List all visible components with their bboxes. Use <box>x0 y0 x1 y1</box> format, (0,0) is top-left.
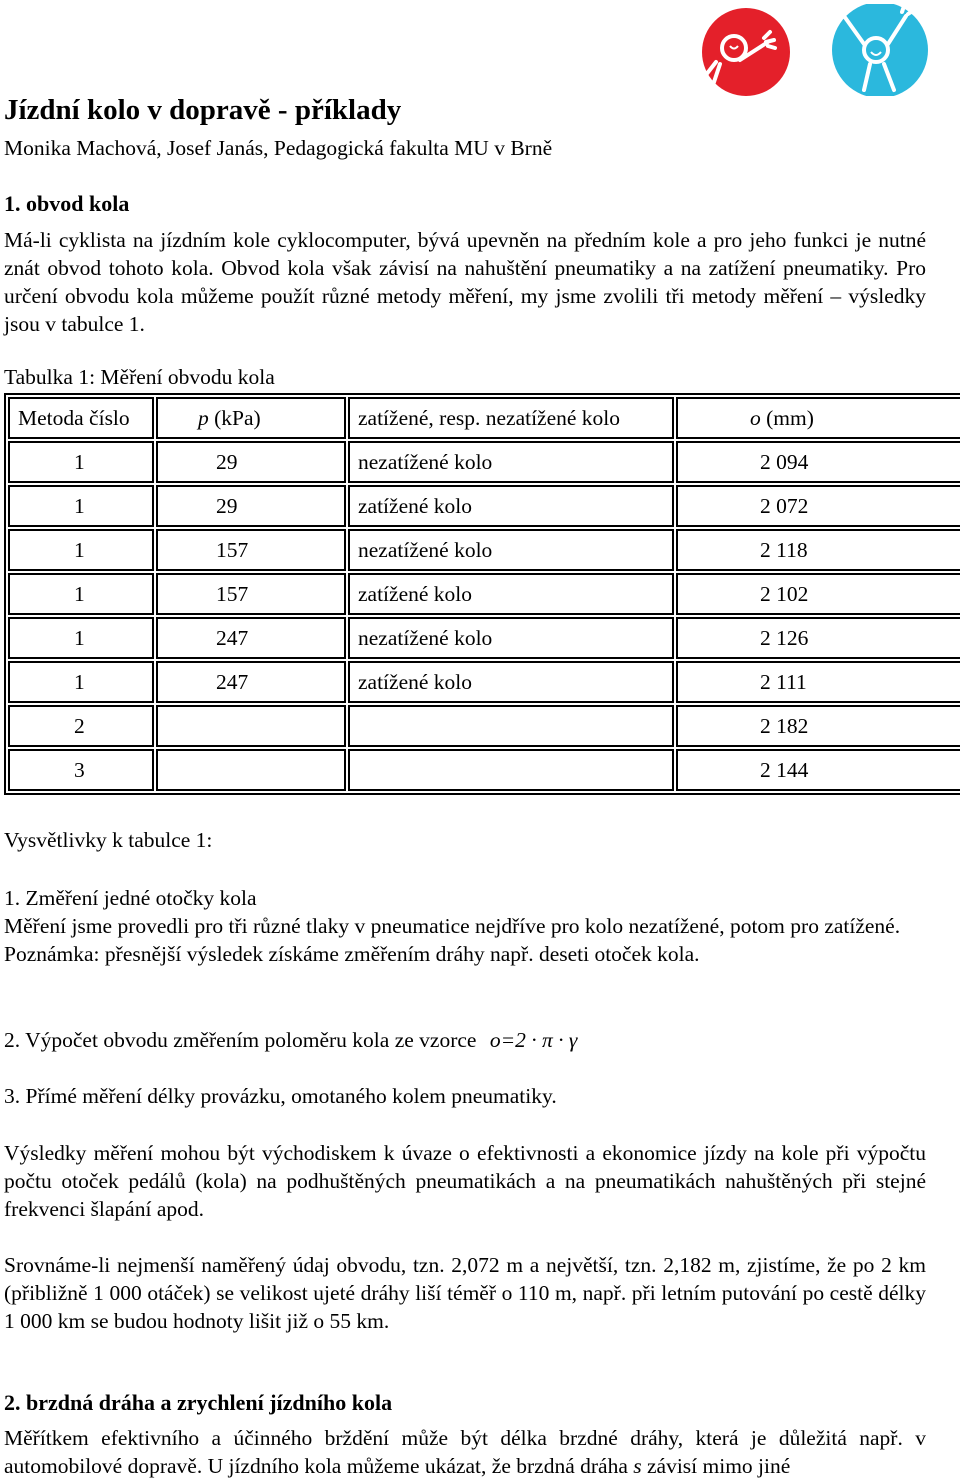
cell-load: nezatížené kolo <box>348 441 674 483</box>
section2-text-before: Měřítkem efektivního a účinného brždění může být délka brzdné dráhy, která je důležitá např. v automobilové dopravě. U jízdního kola můžeme ukázat, že brzdná dráha <box>4 1426 926 1478</box>
cell-load: zatížené kolo <box>348 661 674 703</box>
cell-load <box>348 705 674 747</box>
section1-intro: Má-li cyklista na jízdním kole cyklocomputer, bývá upevněn na předním kole a pro jeho funkci je nutné znát obvod tohoto kola. Obvod kola však závisí na nahuštění pneumatiky a na zatížení pneumatiky. Pro určení obvodu kola můžeme použít různé metody měření, my jsme zvolili tři metody měření – výsledky jsou v tabulce 1. <box>4 228 926 336</box>
logo-cyan-figure <box>832 4 928 96</box>
cell-circumference: 2 072 <box>676 485 960 527</box>
cell-pressure: 29 <box>156 485 346 527</box>
cell-pressure: 29 <box>156 441 346 483</box>
table-row <box>8 705 960 747</box>
cell-circumference: 2 118 <box>676 529 960 571</box>
cell-method: 1 <box>8 441 154 483</box>
cell-load: zatížené kolo <box>348 485 674 527</box>
cell-method: 1 <box>8 661 154 703</box>
note1-text: Měření jsme provedli pro tři různé tlaky v pneumatice nejdříve pro kolo nezatížené, potom pro zatížené. <box>4 914 901 938</box>
cell-circumference: 2 182 <box>676 705 960 747</box>
note3-text: 3. Přímé měření délky provázku, omotaného kolem pneumatiky. <box>4 1084 557 1108</box>
cell-pressure: 157 <box>156 529 346 571</box>
section2-heading: 2. brzdná dráha a zrychlení jízdního kola <box>4 1390 393 1415</box>
measurement-table <box>4 393 960 795</box>
section2-text <box>4 1424 926 1480</box>
cell-circumference: 2 102 <box>676 573 960 615</box>
note1-remark: Poznámka: přesnější výsledek získáme změřením dráhy např. deseti otoček kola. <box>4 942 700 966</box>
notes-heading: Vysvětlivky k tabulce 1: <box>4 828 213 852</box>
table-caption: Tabulka 1: Měření obvodu kola <box>4 365 275 389</box>
pressure-unit: (kPa) <box>208 405 261 430</box>
formula: o=2 · π · γ <box>489 1028 578 1052</box>
page-title: Jízdní kolo v dopravě - příklady <box>4 94 402 126</box>
results-paragraph-1: Výsledky měření mohou být východiskem k úvaze o efektivnosti a ekonomice jízdy na kole při výpočtu počtu otoček pedálů (kola) na podhuštěných pneumatikách a na pneumatikách nahuštěných při stejné frekvenci šlapání apod. <box>4 1141 926 1221</box>
cell-circumference: 2 094 <box>676 441 960 483</box>
note2 <box>4 1026 926 1054</box>
cell-pressure <box>156 749 346 791</box>
cell-pressure: 247 <box>156 661 346 703</box>
cell-method: 2 <box>8 705 154 747</box>
logo <box>680 4 960 96</box>
cell-method: 1 <box>8 529 154 571</box>
circ-symbol: o <box>750 405 761 430</box>
header-circumference <box>676 397 960 439</box>
table-row <box>8 617 960 659</box>
cell-circumference: 2 111 <box>676 661 960 703</box>
section2-text-after: závisí mimo jiné <box>641 1454 791 1478</box>
header-load: zatížené, resp. nezatížené kolo <box>348 397 674 439</box>
section1-heading: 1. obvod kola <box>4 191 130 216</box>
table-row <box>8 441 960 483</box>
pressure-symbol: p <box>198 405 209 430</box>
cell-circumference: 2 144 <box>676 749 960 791</box>
table-row <box>8 661 960 703</box>
circ-unit: (mm) <box>760 405 814 430</box>
table-row <box>8 485 960 527</box>
results-paragraph-2: Srovnáme-li nejmenší naměřený údaj obvodu, tzn. 2,072 m a největší, tzn. 2,182 m, zjistíme, že po 2 km (přibližně 1 000 otáček) se velikost ujeté dráhy liší téměř o 110 m, např. při letním putování po cestě délky 1 000 km se budou hodnoty lišit již o 55 km. <box>4 1253 926 1333</box>
note2-text: 2. Výpočet obvodu změřením poloměru kola ze vzorce <box>4 1028 477 1052</box>
cell-load: nezatížené kolo <box>348 529 674 571</box>
header-pressure <box>156 397 346 439</box>
cell-method: 1 <box>8 617 154 659</box>
cell-pressure <box>156 705 346 747</box>
note1-title: 1. Změření jedné otočky kola <box>4 886 257 910</box>
table-header-row <box>8 397 960 439</box>
distance-symbol: s <box>633 1454 642 1478</box>
table-row <box>8 749 960 791</box>
table-row <box>8 529 960 571</box>
logo-red-figure <box>702 8 790 96</box>
cell-load: zatížené kolo <box>348 573 674 615</box>
cell-load <box>348 749 674 791</box>
header-method: Metoda číslo <box>8 397 154 439</box>
cell-circumference: 2 126 <box>676 617 960 659</box>
cell-method: 1 <box>8 573 154 615</box>
table-row <box>8 573 960 615</box>
cell-load: nezatížené kolo <box>348 617 674 659</box>
authors: Monika Machová, Josef Janás, Pedagogická fakulta MU v Brně <box>4 136 553 160</box>
cell-method: 1 <box>8 485 154 527</box>
cell-method: 3 <box>8 749 154 791</box>
cell-pressure: 247 <box>156 617 346 659</box>
cell-pressure: 157 <box>156 573 346 615</box>
